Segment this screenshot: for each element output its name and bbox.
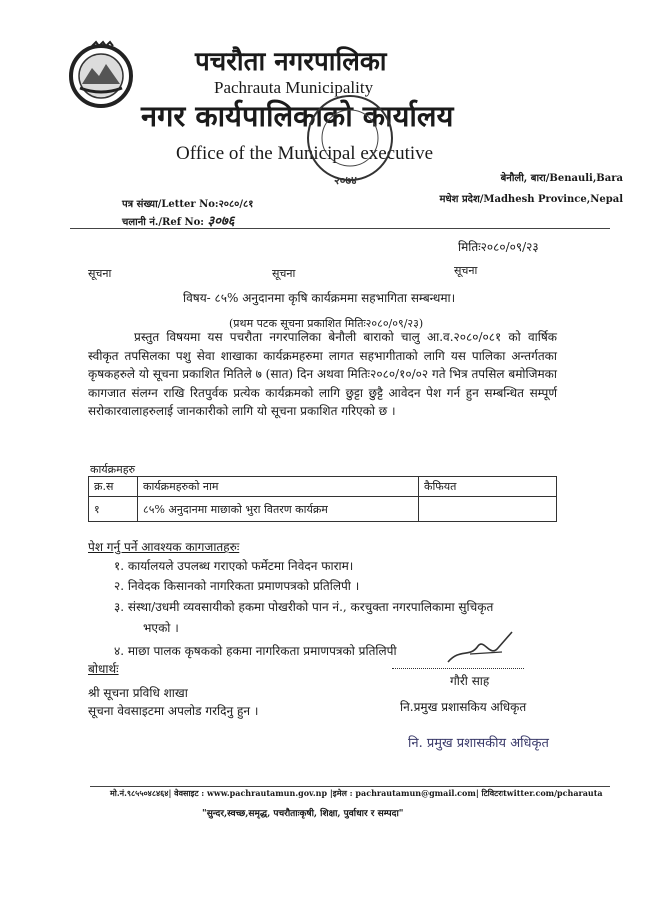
header-divider — [70, 228, 610, 229]
table-header-program: कार्यक्रमहरुको नाम — [138, 477, 419, 497]
office-seal-stamp — [290, 88, 410, 198]
signatory-name: गौरी साह — [450, 674, 490, 688]
municipality-name-english: Pachrauta Municipality — [214, 78, 374, 97]
cc-line-1: श्री सूचना प्रविधि शाखा — [88, 686, 188, 700]
reference-number-value: ३०७६ — [207, 214, 235, 229]
office-name-english: Office of the Municipal executive — [176, 143, 434, 164]
table-row — [89, 497, 557, 522]
document-date: मितिः२०८०/०९/२३ — [458, 240, 539, 254]
footer-contact: मो.नं.९८५५०४८४६४| वेवसाइट : www.pachrautamun.gov.np |इमेल : pachrautamun@gmail.com| टिविटरःtwitter.com/pcharauta — [110, 788, 603, 798]
first-publication-note: (प्रथम पटक सूचना प्रकाशित मितिः२०८०/०९/२३) — [229, 317, 424, 330]
footer-slogan: "सुन्दर,स्वच्छ,समृद्ध, पचरौताःकृषी, शिक्षा, पुर्वाधार र सम्पदा" — [202, 809, 404, 819]
table-header-remarks: कैफियत — [419, 477, 557, 497]
address-line-2: मधेश प्रदेश/Madhesh Province,Nepal — [439, 194, 623, 205]
municipality-logo-icon — [66, 40, 136, 110]
reference-number — [122, 211, 235, 229]
document-item-4: ४. माछा पालक कृषकको हकमा नागरिकता प्रमाणपत्रको प्रतिलिपी — [114, 644, 397, 658]
address-line-1: बेनौली, बारा/Benauli,Bara — [500, 173, 623, 184]
notice-word-center: सूचना — [272, 267, 296, 280]
table-cell-sn: १ — [89, 497, 138, 522]
office-name-nepali: नगर कार्यपालिकाको कार्यालय — [141, 99, 454, 133]
document-item-1: १. कार्यालयले उपलब्ध गराएको फर्मेटमा निवेदन फाराम। — [114, 559, 354, 573]
programs-label: कार्यक्रमहरु — [90, 463, 136, 476]
municipality-name-nepali: पचरौता नगरपालिका — [195, 47, 387, 77]
notice-body — [88, 328, 557, 421]
notice-word-right: सूचना — [454, 264, 478, 277]
signature-line — [392, 668, 524, 669]
cc-line-2: सूचना वेवसाइटमा अपलोड गरदिनु हुन । — [88, 704, 259, 718]
reference-number-label: चलानी नं./Ref No: — [122, 217, 204, 228]
table-header-row — [89, 477, 557, 497]
table-cell-program: ८५% अनुदानमा माछाको भुरा वितरण कार्यक्रम — [138, 497, 419, 522]
required-documents-heading: पेश गर्नु पर्ने आवश्यक कागजातहरुः — [88, 540, 240, 554]
programs-table — [88, 476, 557, 522]
notice-word-left: सूचना — [88, 267, 112, 280]
footer-divider — [90, 786, 610, 787]
handwritten-signature — [440, 628, 530, 668]
stamp-year: २०७४ — [334, 174, 357, 187]
notice-subject: विषय- ८५% अनुदानमा कृषि कार्यक्रममा सहभागिता सम्बन्धमा। — [183, 291, 456, 305]
designation-stamp: नि. प्रमुख प्रशासकीय अधिकृत — [408, 736, 549, 751]
notice-body-text: प्रस्तुत विषयमा यस पचरौता नगरपालिका बेनौली बाराको चालु आ.व.२०८०/०८१ को वार्षिक स्वीकृत तपसिलका पशु सेवा शाखाका कार्यक्रमहरुमा लागत सहभागीताको लागि यस पालिका अन्तर्गतका कृषकहरुले यो सूचना प्रकाशित मितिले ७ (सात) दिन अथवा मितिः२०८०/१०/०२ गते भित्र तपसिल बमोजिमका कागजात संलग्न राखि रितपुर्वक प्रत्येक कार्यक्रमको लागि छुट्टा छुट्टै आवेदन पेश गर्न हुन सम्बन्धित सम्पूर्ण सरोकारवालाहरुलाई जानकारीको लागि यो सूचना प्रकाशित गरिएको छ । — [88, 330, 557, 418]
table-header-sn: क्र.स — [89, 477, 138, 497]
document-item-3-cont: भएको । — [143, 621, 179, 635]
cc-heading: बोधार्थः — [88, 662, 119, 676]
signatory-designation: नि.प्रमुख प्रशासकिय अधिकृत — [400, 700, 527, 714]
table-cell-remarks — [419, 497, 557, 522]
letter-number: पत्र संख्या/Letter No:२०८०/८१ — [122, 199, 254, 210]
document-item-3: ३. संस्था/उधमी व्यवसायीको हकमा पोखरीको पान नं., करचुक्ता नगरपालिकामा सुचिकृत — [114, 600, 494, 614]
document-item-2: २. निवेदक किसानको नागरिकता प्रमाणपत्रको प्रतिलिपी । — [114, 579, 360, 593]
